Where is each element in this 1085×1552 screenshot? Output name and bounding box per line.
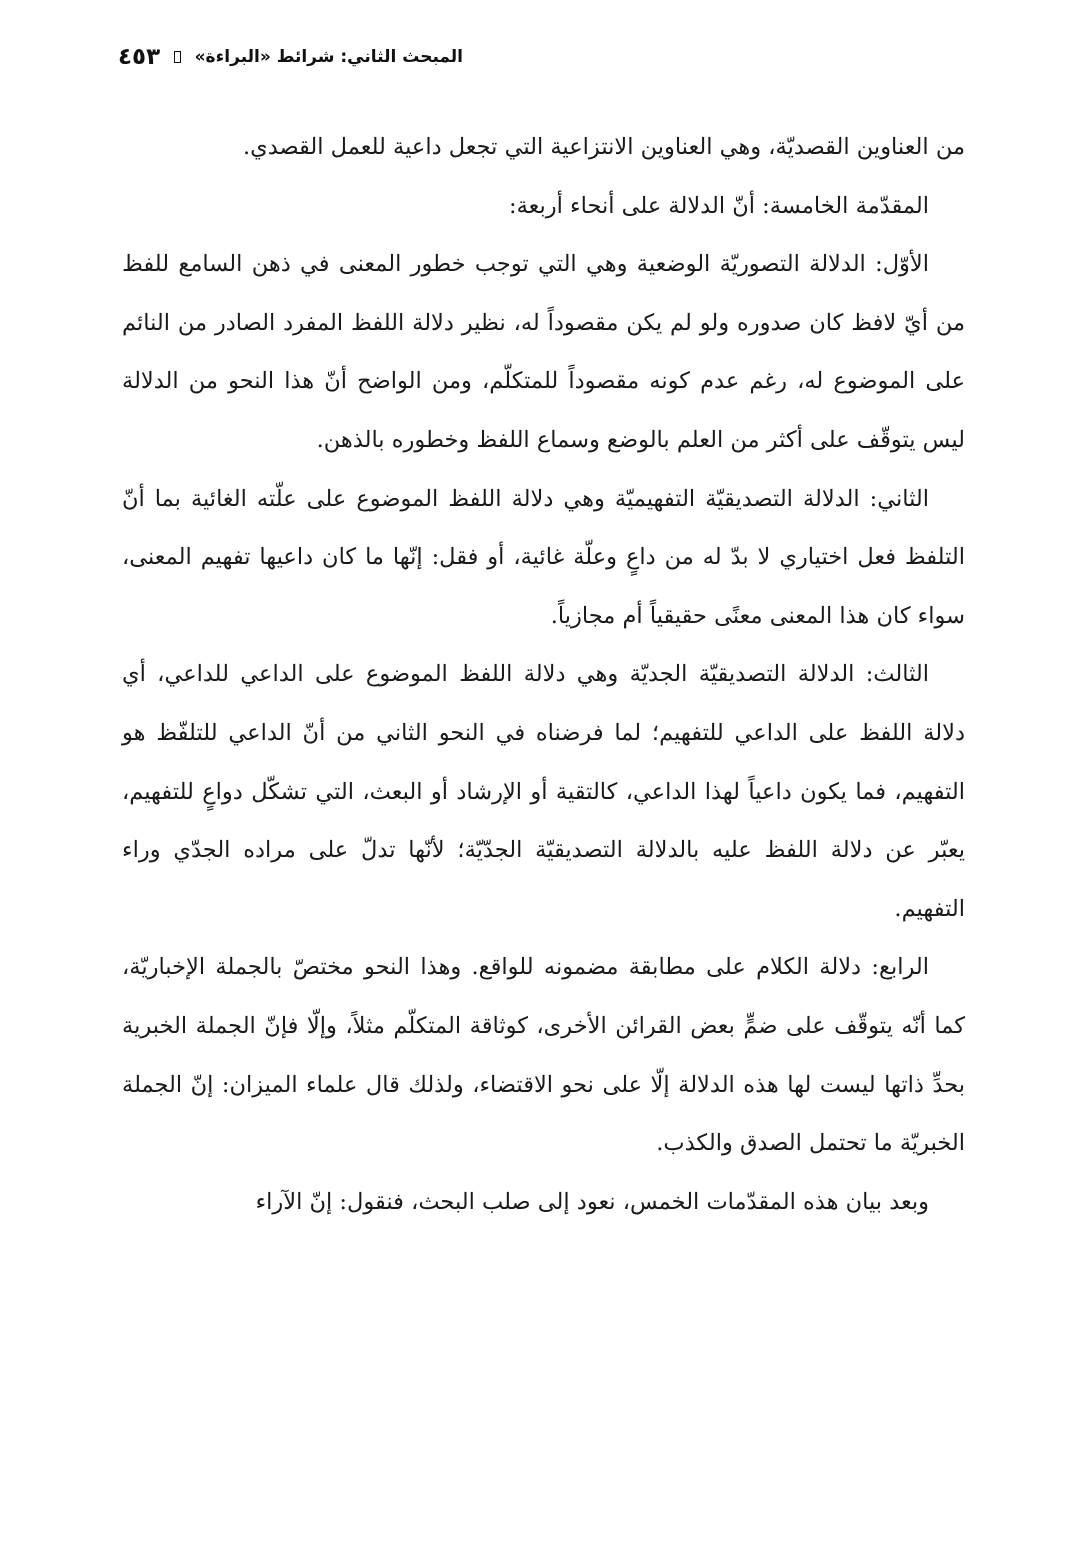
paragraph-first-type: الأوّل: الدلالة التصوريّة الوضعية وهي التي توجب خطور المعنى في ذهن السامع للفظ من أيّ لافظ كان صدوره ولو لم يكن مقصوداً له، نظير دلالة اللفظ المفرد الصادر من النائم على الموضوع له، رغم عدم كونه مقصوداً للمتكلّم، ومن الواضح أنّ هذا النحو من الدلالة ليس يتوقّف على أكثر من العلم بالوضع وسماع اللفظ وخطوره بالذهن. — [122, 251, 966, 453]
chapter-title: المبحث الثاني: شرائط «البراءة» — [194, 47, 463, 67]
paragraph-fourth-type: الرابع: دلالة الكلام على مطابقة مضمونه للواقع. وهذا النحو مختصّ بالجملة الإخباريّة، كما أنّه يتوقّف على ضمٍّ بعض القرائن الأخرى، كوثاقة المتكلّم مثلاً، وإلّا فإنّ الجملة الخبرية بحدِّ ذاتها ليست لها هذه الدلالة إلّا على نحو الاقتضاء، ولذلك قال علماء الميزان: إنّ الجملة الخبريّة ما تحتمل الصدق والكذب. — [122, 954, 965, 1157]
body-text — [122, 118, 965, 1231]
running-header — [118, 40, 463, 74]
square-separator-icon — [174, 51, 180, 63]
paragraph-conclusion: وبعد بيان هذه المقدّمات الخمس، نعود إلى صلب البحث، فنقول: إنّ الآراء — [255, 1188, 929, 1215]
paragraph-third-type: الثالث: الدلالة التصديقيّة الجديّة وهي دلالة اللفظ الموضوع على الداعي للداعي، أي دلالة اللفظ على الداعي للتفهيم؛ لما فرضناه في النحو الثاني من أنّ الداعي للتلفّظ هو التفهيم، فما يكون داعياً لهذا الداعي، كالتقية أو الإرشاد أو البعث، التي تشكّل دواعٍ للتفهيم، يعبّر عن دلالة اللفظ عليه بالدلالة التصديقيّة الجدّيّة؛ لأنّها تدلّ على مراده الجدّي وراء التفهيم. — [122, 661, 965, 922]
paragraph-continuation: من العناوين القصديّة، وهي العناوين الانتزاعية التي تجعل داعية للعمل القصدي. — [242, 134, 965, 160]
page-number: ٤٥٣ — [118, 44, 161, 70]
paragraph-second-type: الثاني: الدلالة التصديقيّة التفهيميّة وهي دلالة اللفظ الموضوع على علّته الغائية بما أنّ التلفظ فعل اختياري لا بدّ له من داعٍ وعلّة غائية، أو فقل: إنّها ما كان داعيها تفهيم المعنى، سواء كان هذا المعنى معنًى حقيقياً أم مجازياً. — [122, 485, 965, 629]
paragraph-premise-five: المقدّمة الخامسة: أنّ الدلالة على أنحاء أربعة: — [508, 192, 929, 219]
